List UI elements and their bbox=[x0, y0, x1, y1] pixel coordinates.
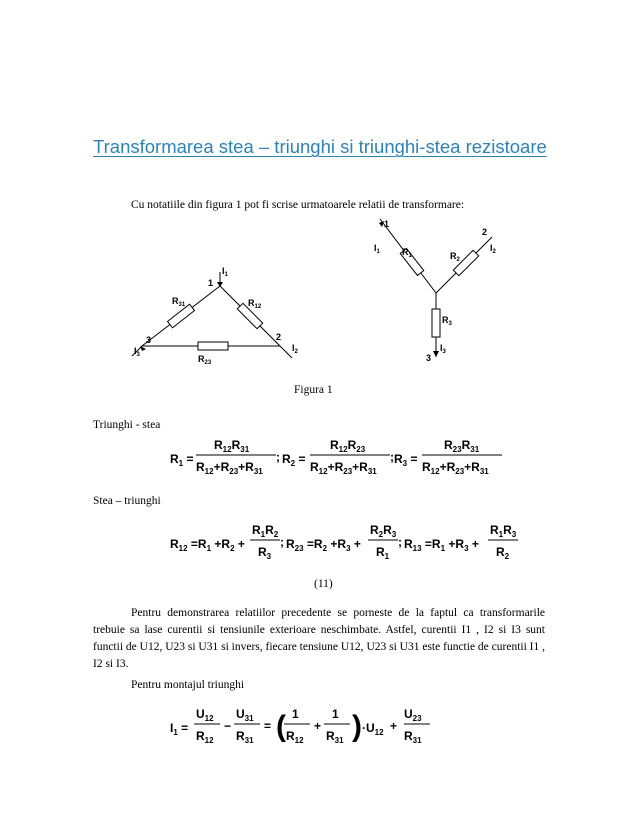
svg-text:R12: $R_{12}$ bbox=[196, 729, 214, 745]
paragraph-2: Pentru montajul triunghi bbox=[131, 679, 245, 691]
svg-text:R12+R23+R31: $R_{12}+R_{23}+R_{31}$ bbox=[422, 460, 489, 476]
figure-caption: Figura 1 bbox=[294, 384, 333, 396]
svg-text:I1: $I_1$ bbox=[374, 243, 380, 255]
page-title: Transformarea stea – triunghi si triunghi-stea rezistoare bbox=[93, 136, 547, 157]
svg-text:+: + bbox=[390, 719, 398, 733]
svg-text:−: − bbox=[224, 719, 232, 733]
svg-text:+: + bbox=[314, 719, 322, 733]
svg-text:R2 =: $R_2$ = bbox=[282, 452, 306, 468]
svg-text:;: ; bbox=[390, 450, 394, 464]
triangle-to-star-equations bbox=[168, 433, 508, 479]
svg-text:R31: $R_{31}$ bbox=[326, 729, 344, 745]
node-1-label: 1 bbox=[208, 278, 214, 288]
svg-text:R31: $R_{31}$ bbox=[404, 729, 422, 745]
svg-text:R1: $R_1$ bbox=[376, 545, 390, 561]
section-stea-triunghi-label: Stea – triunghi bbox=[93, 495, 161, 507]
r3-resistor bbox=[432, 309, 440, 337]
svg-text:R23 =R2 +R3 +: $R_{23} =R_2 +R_3$ + bbox=[286, 537, 361, 553]
node-3-label: 3 bbox=[146, 335, 152, 345]
svg-text:R2: $R_2$ bbox=[450, 251, 460, 263]
star-r1-label: R bbox=[402, 247, 409, 257]
r2-resistor bbox=[453, 250, 478, 275]
svg-text:(: ( bbox=[276, 710, 286, 743]
svg-text:I2: $I_2$ bbox=[292, 343, 298, 355]
svg-text:R3: $R_3$ bbox=[258, 545, 272, 561]
svg-text:R23R31: $R_{23}R_{31}$ bbox=[444, 438, 480, 454]
delta-figure bbox=[130, 258, 320, 378]
intro-text: Cu notatiile din figura 1 pot fi scrise urmatoarele relatii de transformare: bbox=[131, 199, 465, 211]
svg-text:R12R23: $R_{12}R_{23}$ bbox=[330, 438, 366, 454]
svg-text:1: 1 bbox=[332, 707, 339, 721]
svg-text:R2: $R_2$ bbox=[496, 545, 510, 561]
svg-text:R31: $R_{31}$ bbox=[172, 296, 186, 308]
i1-label: I bbox=[222, 266, 225, 276]
star-node-2-label: 2 bbox=[482, 227, 488, 237]
star-to-triangle-equations bbox=[168, 518, 530, 568]
svg-text:R1 =: $R_1$ = bbox=[170, 452, 194, 468]
star-i3-label: I bbox=[440, 343, 443, 353]
svg-text:R1R2: $R_1R_2$ bbox=[252, 523, 279, 539]
node-2-label: 2 bbox=[276, 332, 282, 342]
svg-text:1: 1 bbox=[292, 707, 299, 721]
svg-text:I1 =: $I_1$ = bbox=[170, 721, 189, 737]
svg-text:R31: $R_{31}$ bbox=[236, 729, 254, 745]
svg-text:R23: $R_{23}$ bbox=[198, 354, 212, 366]
svg-text:U12: $U_{12}$ bbox=[196, 707, 214, 723]
svg-text:;: ; bbox=[280, 535, 284, 549]
star-node-1-label: 1 bbox=[384, 219, 390, 229]
equation-number: (11) bbox=[314, 578, 333, 590]
svg-text:R12R31: $R_{12}R_{31}$ bbox=[214, 438, 250, 454]
svg-text:U23: $U_{23}$ bbox=[404, 707, 422, 723]
r12-label: R bbox=[248, 298, 255, 308]
svg-text:R12+R23+R31: $R_{12}+R_{23}+R_{31}$ bbox=[196, 460, 263, 476]
svg-text:R12: $R_{12}$ bbox=[248, 298, 262, 310]
section-triunghi-stea-label: Triunghi - stea bbox=[93, 419, 161, 431]
svg-text:R3 =: $R_3$ = bbox=[394, 452, 418, 468]
svg-text:;: ; bbox=[276, 450, 280, 464]
current-i1-equation bbox=[168, 702, 408, 752]
r31-label: R bbox=[172, 296, 179, 306]
svg-text:I2: $I_2$ bbox=[490, 243, 496, 255]
svg-text:U31: $U_{31}$ bbox=[236, 707, 254, 723]
r23-label: R bbox=[198, 354, 205, 364]
paragraph-1: Pentru demonstrarea relatiilor precedente se porneste de la faptul ca transformarile trebuie sa lase curentii si tensiunile exterioare neschimbate. Astfel, curentii I1 , I2 si I3 sunt functii de U12, U23 si U31 si invers, fiecare tensiune U12, U23 si U31 este functie de curentii I1 , I2 si I3. bbox=[93, 607, 545, 670]
i2-label: I bbox=[292, 343, 295, 353]
current-i1-equation-tail bbox=[404, 702, 444, 752]
svg-text:I3: $I_3$ bbox=[134, 346, 140, 358]
svg-text:): ) bbox=[352, 710, 362, 743]
svg-text:;: ; bbox=[398, 535, 402, 549]
svg-text:R13 =R1 +R3 +: $R_{13} =R_1 +R_3$ + bbox=[404, 537, 479, 553]
star-figure bbox=[370, 217, 510, 363]
svg-text:R12: $R_{12}$ bbox=[286, 729, 304, 745]
r23-resistor bbox=[198, 342, 228, 350]
star-i1-label: I bbox=[374, 243, 377, 253]
svg-text:R1R3: $R_1R_3$ bbox=[490, 523, 517, 539]
svg-text:I3: $I_3$ bbox=[440, 343, 446, 355]
svg-text:R12 =R1 +R2 +: $R_{12} =R_1 +R_2$ + bbox=[170, 537, 245, 553]
star-node-3-label: 3 bbox=[426, 353, 432, 363]
star-r3-label: R bbox=[442, 315, 449, 325]
svg-text:R12+R23+R31: $R_{12}+R_{23}+R_{31}$ bbox=[310, 460, 377, 476]
svg-text:=: = bbox=[264, 719, 272, 733]
svg-text:·U12: $\cdot U_{12}$ bbox=[362, 721, 384, 737]
svg-text:R3: $R_3$ bbox=[442, 315, 452, 327]
svg-text:I1: $I_1$ bbox=[222, 266, 228, 278]
star-r2-label: R bbox=[450, 251, 457, 261]
svg-text:R1: $R_1$ bbox=[402, 247, 412, 259]
i3-label: I bbox=[134, 346, 137, 356]
star-i2-label: I bbox=[490, 243, 493, 253]
svg-text:R2R3: $R_2R_3$ bbox=[370, 523, 397, 539]
